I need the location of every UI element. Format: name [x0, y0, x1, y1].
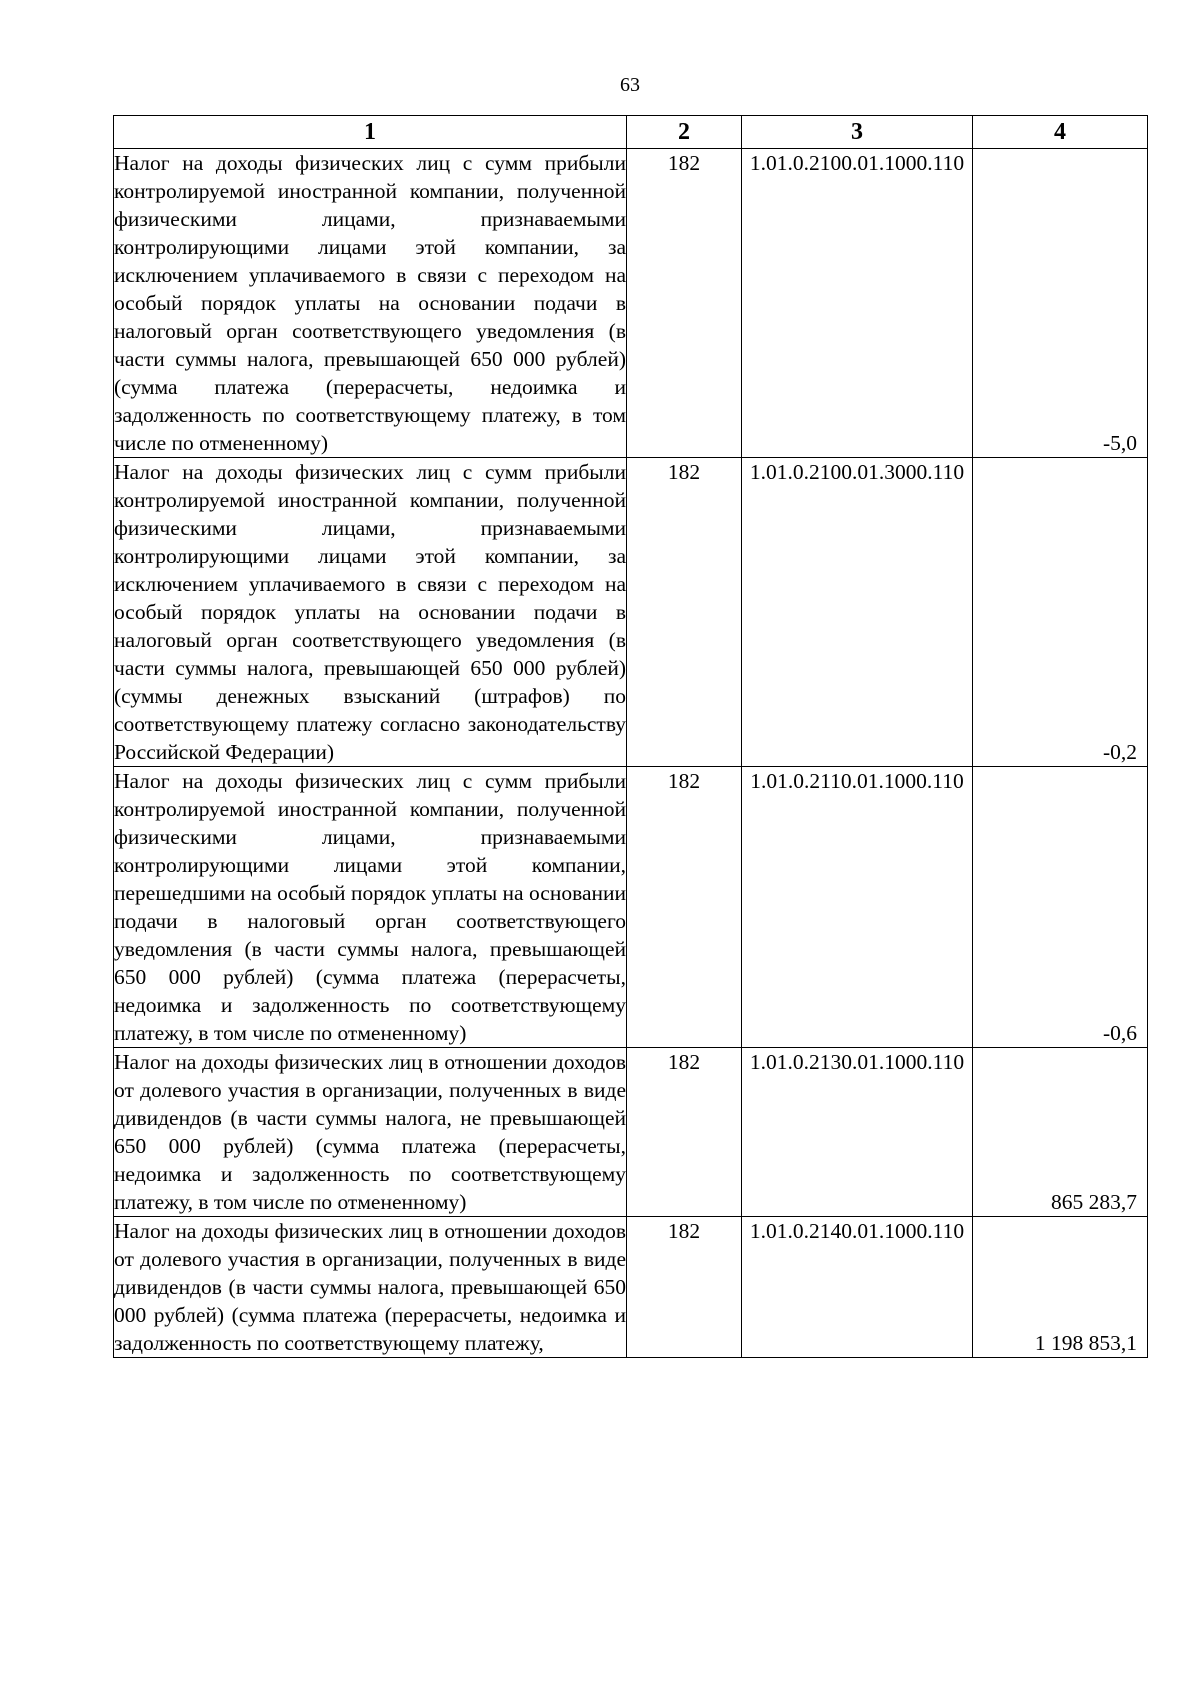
- row-code-cell: 1.01.0.2130.01.1000.110: [742, 1048, 973, 1217]
- table-header-row: [114, 116, 1148, 149]
- row-name-cell: Налог на доходы физических лиц с сумм прибыли контролируемой иностранной компании, полученной физическими лицами, признаваемыми контролирующими лицами этой компании, за исключением уплачиваемого в связи с переходом на особый порядок уплаты на основании подачи в налоговый орган соответствующего уведомления (в части суммы налога, превышающей 650 000 рублей) (суммы денежных взысканий (штрафов) по соответствующему платежу согласно законодательству Российской Федерации): [114, 458, 627, 767]
- table-row: [114, 1217, 1148, 1358]
- row-name-cell: Налог на доходы физических лиц в отношении доходов от долевого участия в организации, полученных в виде дивидендов (в части суммы налога, превышающей 650 000 рублей) (сумма платежа (перерасчеты, недоимка и задолженность по соответствующему платежу,: [114, 1217, 627, 1358]
- row-amount-cell: 1 198 853,1: [973, 1217, 1148, 1358]
- page-number: 63: [620, 74, 640, 96]
- row-admin-cell: 182: [627, 1217, 742, 1358]
- revenue-table: [113, 115, 1148, 1358]
- row-name-cell: Налог на доходы физических лиц с сумм прибыли контролируемой иностранной компании, полученной физическими лицами, признаваемыми контролирующими лицами этой компании, перешедшими на особый порядок уплаты на основании подачи в налоговый орган соответствующего уведомления (в части суммы налога, превышающей 650 000 рублей) (сумма платежа (перерасчеты, недоимка и задолженность по соответствующему платежу, в том числе по отмененному): [114, 767, 627, 1048]
- row-amount-cell: -0,2: [973, 458, 1148, 767]
- row-code-cell: 1.01.0.2110.01.1000.110: [742, 767, 973, 1048]
- row-code-cell: 1.01.0.2100.01.1000.110: [742, 149, 973, 458]
- row-amount-cell: -0,6: [973, 767, 1148, 1048]
- table-row: [114, 1048, 1148, 1217]
- row-amount-cell: 865 283,7: [973, 1048, 1148, 1217]
- row-name-cell: Налог на доходы физических лиц с сумм прибыли контролируемой иностранной компании, полученной физическими лицами, признаваемыми контролирующими лицами этой компании, за исключением уплачиваемого в связи с переходом на особый порядок уплаты на основании подачи в налоговый орган соответствующего уведомления (в части суммы налога, превышающей 650 000 рублей) (сумма платежа (перерасчеты, недоимка и задолженность по соответствующему платежу, в том числе по отмененному): [114, 149, 627, 458]
- column-header: 4: [973, 116, 1148, 149]
- column-header: 2: [627, 116, 742, 149]
- row-amount-cell: -5,0: [973, 149, 1148, 458]
- row-code-cell: 1.01.0.2140.01.1000.110: [742, 1217, 973, 1358]
- row-admin-cell: 182: [627, 458, 742, 767]
- row-admin-cell: 182: [627, 767, 742, 1048]
- row-admin-cell: 182: [627, 149, 742, 458]
- row-code-cell: 1.01.0.2100.01.3000.110: [742, 458, 973, 767]
- table-row: [114, 149, 1148, 458]
- table-row: [114, 458, 1148, 767]
- table-row: [114, 767, 1148, 1048]
- column-header: 1: [114, 116, 627, 149]
- row-name-cell: Налог на доходы физических лиц в отношении доходов от долевого участия в организации, полученных в виде дивидендов (в части суммы налога, не превышающей 650 000 рублей) (сумма платежа (перерасчеты, недоимка и задолженность по соответствующему платежу, в том числе по отмененному): [114, 1048, 627, 1217]
- column-header: 3: [742, 116, 973, 149]
- row-admin-cell: 182: [627, 1048, 742, 1217]
